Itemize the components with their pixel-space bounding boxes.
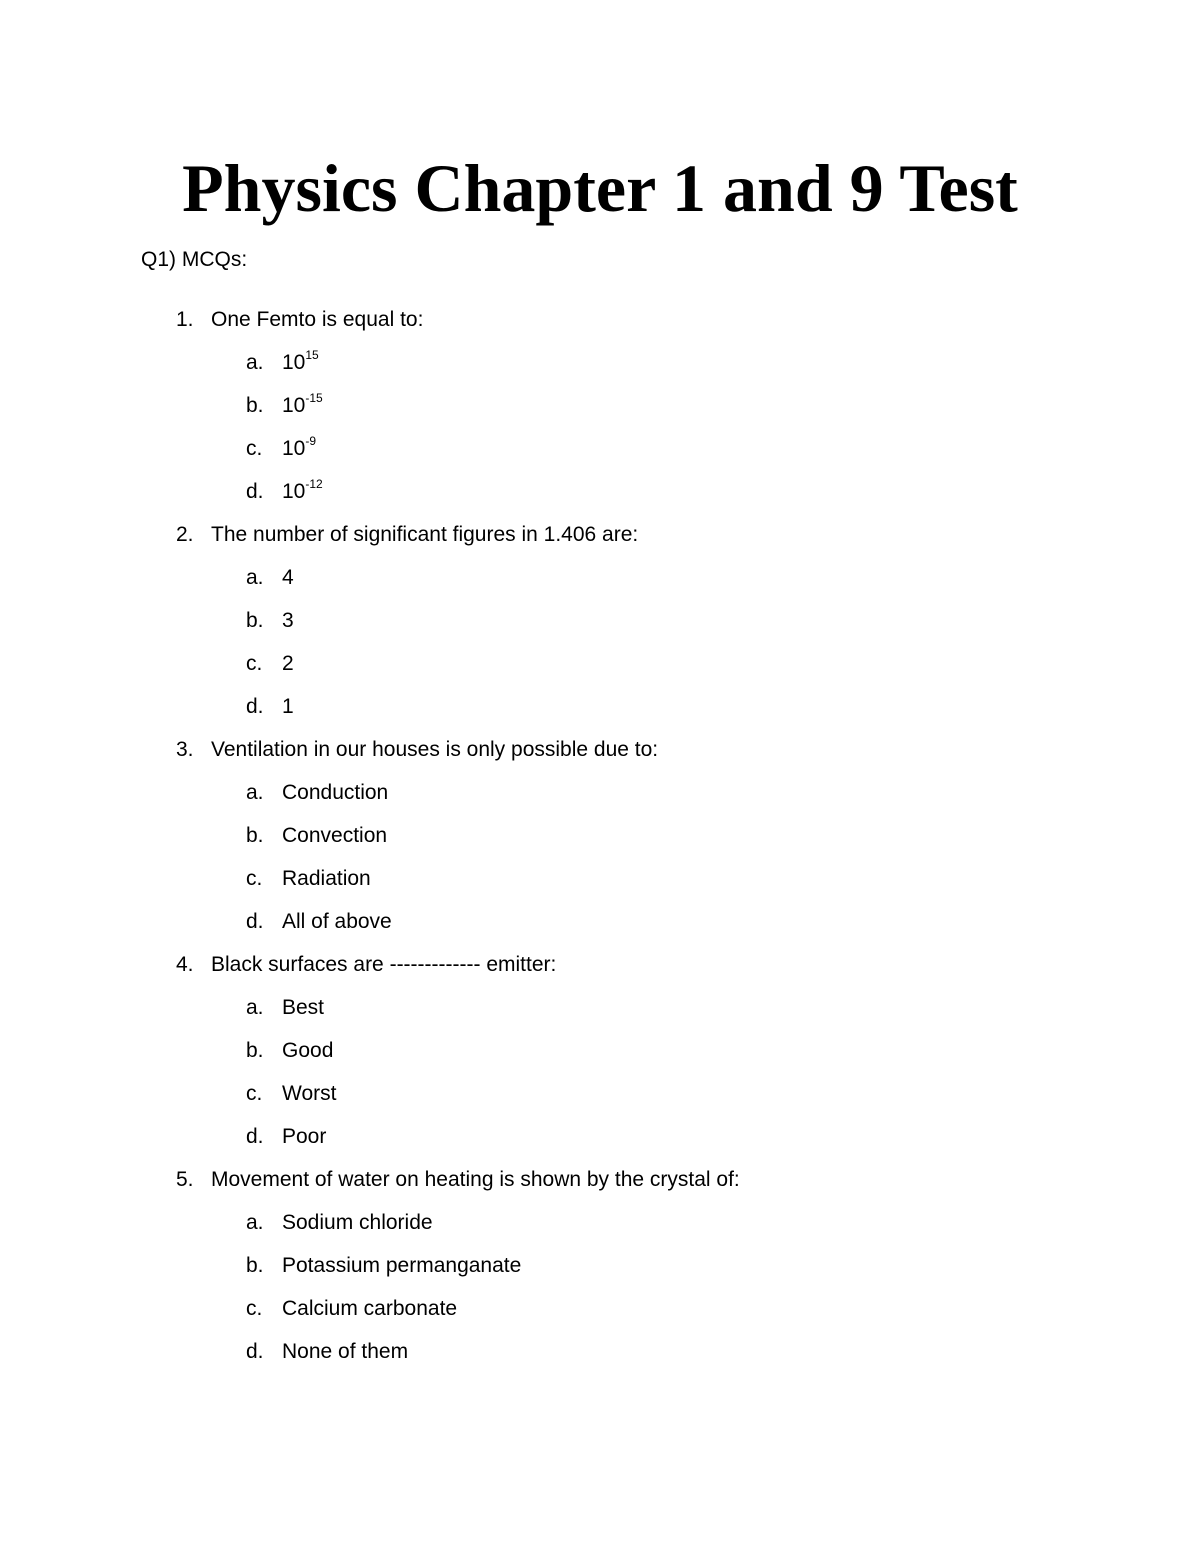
option-letter: b. bbox=[246, 824, 264, 847]
option-base: 10 bbox=[282, 480, 306, 503]
option-text bbox=[282, 349, 319, 377]
option-letter: a. bbox=[246, 1211, 264, 1234]
question-text: The number of significant figures in 1.406 are: bbox=[211, 523, 639, 546]
option-letter: c. bbox=[246, 1297, 263, 1320]
option-letter: b. bbox=[246, 1039, 264, 1062]
option-exponent: -15 bbox=[305, 391, 323, 405]
option-text: Potassium permanganate bbox=[282, 1254, 522, 1277]
question-number: 3. bbox=[176, 738, 194, 761]
question-text: Black surfaces are ------------- emitter: bbox=[211, 953, 557, 976]
option-text: Sodium chloride bbox=[282, 1211, 433, 1234]
option-text: Poor bbox=[282, 1125, 327, 1148]
question-text: One Femto is equal to: bbox=[211, 308, 424, 331]
option-text bbox=[282, 392, 323, 420]
option-letter: d. bbox=[246, 695, 264, 718]
question-text: Movement of water on heating is shown by the crystal of: bbox=[211, 1168, 740, 1191]
option-exponent: -12 bbox=[305, 477, 323, 491]
option-text bbox=[282, 435, 316, 463]
option-text: Good bbox=[282, 1039, 334, 1062]
option-letter: d. bbox=[246, 480, 264, 503]
option-base: 10 bbox=[282, 394, 306, 417]
option-letter: a. bbox=[246, 996, 264, 1019]
option-letter: a. bbox=[246, 566, 264, 589]
option-text: Worst bbox=[282, 1082, 337, 1105]
option-text: Conduction bbox=[282, 781, 389, 804]
page-title: Physics Chapter 1 and 9 Test bbox=[182, 150, 1018, 226]
option-text: 2 bbox=[282, 652, 294, 675]
option-letter: c. bbox=[246, 437, 263, 460]
option-letter: d. bbox=[246, 1340, 264, 1363]
option-letter: c. bbox=[246, 867, 263, 890]
option-text: Convection bbox=[282, 824, 388, 847]
option-base: 10 bbox=[282, 351, 306, 374]
option-exponent: 15 bbox=[305, 348, 319, 362]
option-base: 10 bbox=[282, 437, 306, 460]
option-text: Best bbox=[282, 996, 325, 1019]
question-number: 5. bbox=[176, 1168, 194, 1191]
option-text: Calcium carbonate bbox=[282, 1297, 458, 1320]
option-text: 1 bbox=[282, 695, 294, 718]
option-exponent: -9 bbox=[305, 434, 317, 448]
option-text: None of them bbox=[282, 1340, 409, 1363]
option-letter: a. bbox=[246, 351, 264, 374]
option-letter: d. bbox=[246, 910, 264, 933]
option-text: Radiation bbox=[282, 867, 371, 890]
option-text: 3 bbox=[282, 609, 294, 632]
option-letter: b. bbox=[246, 609, 264, 632]
question-number: 2. bbox=[176, 523, 194, 546]
option-letter: d. bbox=[246, 1125, 264, 1148]
question-number: 1. bbox=[176, 308, 194, 331]
option-letter: b. bbox=[246, 1254, 264, 1277]
option-text: All of above bbox=[282, 910, 392, 933]
option-letter: c. bbox=[246, 652, 263, 675]
option-letter: c. bbox=[246, 1082, 263, 1105]
option-text: 4 bbox=[282, 566, 294, 589]
question-text: Ventilation in our houses is only possible due to: bbox=[211, 738, 659, 761]
option-letter: b. bbox=[246, 394, 264, 417]
option-letter: a. bbox=[246, 781, 264, 804]
section-label: Q1) MCQs: bbox=[141, 248, 248, 271]
question-number: 4. bbox=[176, 953, 194, 976]
option-text bbox=[282, 478, 323, 506]
